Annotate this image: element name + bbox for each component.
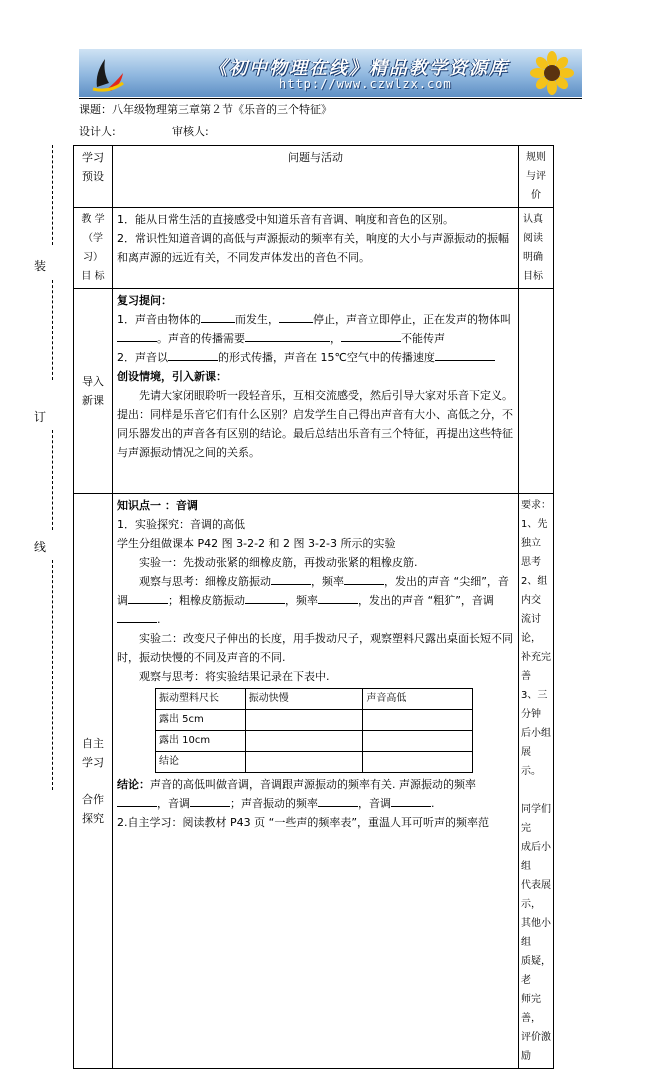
record-cell[interactable] [363,710,473,731]
binding-line [52,280,53,380]
record-row [156,752,473,773]
blank-field[interactable] [117,341,157,342]
blank-field[interactable] [344,584,384,585]
blank-field[interactable] [245,341,330,342]
record-header: 声音高低 [363,689,473,710]
record-row [156,710,473,731]
record-table [155,688,473,773]
binding-mark-3: 线 [34,540,47,554]
record-label: 露出 10cm [156,731,246,752]
designer-label: 设计人: [79,125,116,138]
blank-field[interactable] [117,622,157,623]
binding-line [52,145,53,245]
binding-line [52,560,53,790]
table-row-intro [74,289,554,494]
record-header-row [156,689,473,710]
header-preset: 学习 预设 [74,146,113,208]
goals-eval: 认真阅读 明确目标 [519,208,554,289]
record-label: 结论 [156,752,246,773]
blank-field[interactable] [341,341,401,342]
record-cell[interactable] [363,752,473,773]
knowledge-point-title: 知识点一 ：音调 [117,499,198,512]
record-header: 振动塑料尺长 [156,689,246,710]
binding-mark-1: 装 [34,259,47,273]
blank-field[interactable] [318,603,358,604]
binding-mark-2: 订 [34,410,47,424]
binding-line [52,430,53,530]
record-cell[interactable] [245,752,363,773]
explore-eval: 要求： 1、先独立 思考 2、组内交 流讨论， 补充完善 3、三分钟 后小组展 示。 同学们完 成后小组 代表展示， 其他小组 质疑，老 师完善， 评价激励 [519,494,554,1069]
blank-field[interactable] [279,322,313,323]
observation-2: 观察与思考：将实验结果记录在下表中. [139,670,330,683]
review-question-2: 2．声音以 的形式传播，声音在 15℃空气中的传播速度 [117,348,514,367]
header-activities: 问题与活动 [113,146,519,208]
experiment-title: 1．实验探究：音调的高低 [117,518,245,531]
review-title: 复习提问： [117,294,172,307]
goal-item: 1．能从日常生活的直接感受中知道乐音有音调、响度和音色的区别。 [117,213,454,226]
blank-field[interactable] [391,806,431,807]
blank-field[interactable] [271,584,311,585]
goal-item: 2．常识性知道音调的高低与声源振动的频率有关，响度的大小与声源振动的振幅和离声源的远近有关，不同发声体发出的音色不同。 [117,232,509,264]
reviewer-label: 审核人: [172,125,209,138]
goals-content [113,208,519,289]
record-label: 露出 5cm [156,710,246,731]
record-cell[interactable] [245,731,363,752]
self-study: 2.自主学习：阅读教材 P43 页 “一些声的频率表”，重温人耳可听声的频率范 [117,816,490,829]
blank-field[interactable] [201,322,235,323]
intro-eval [519,289,554,494]
record-row [156,731,473,752]
banner-underline [79,98,582,99]
blank-field[interactable] [128,603,168,604]
site-banner [79,49,582,97]
banner-url[interactable]: http://www.czwlzx.com [279,77,452,91]
blank-field[interactable] [435,360,495,361]
banner-title: 《初中物理在线》精品教学资源库 [209,58,509,79]
explore-content [113,494,519,1069]
header-evaluation: 规则 与评价 [519,146,554,208]
record-header: 振动快慢 [245,689,363,710]
table-header-row [74,146,554,208]
scene-text: 先请大家闭眼聆听一段轻音乐，互相交流感受，然后引导大家对乐音下定义。提出：同样是乐音它们有什么区别？启发学生自己得出声音有大小、高低之分，不同乐器发出的声音各有区别的结论。最后总结出乐音有三个特征，再提出这些特征与声源振动情况之间的关系。 [117,389,513,459]
blank-field[interactable] [318,806,358,807]
sunflower-icon [526,51,578,95]
record-cell[interactable] [363,731,473,752]
experiment-desc: 学生分组做课本 P42 图 3-2-2 和 2 图 3-2-3 所示的实验 [117,537,396,550]
table-row-explore [74,494,554,1069]
blank-field[interactable] [168,360,218,361]
conclusion: 结论：声音的高低叫做音调，音调跟声源振动的频率有关. 声源振动的频率，音调 ；声音振动的频率 ，音调 . [117,778,476,810]
scene-title: 创设情境，引入新课： [117,370,227,383]
goals-label: 教 学 （学习） 目 标 [74,208,113,289]
observation-1: 观察与思考：细橡皮筋振动 ，频率 ，发出的声音 “尖细”，音调 ；粗橡皮筋振动 ，频率 ，发出的声音 “粗犷”，音调. [117,575,509,626]
blank-field[interactable] [117,806,157,807]
intro-label: 导入 新课 [74,289,113,494]
lesson-plan-table [73,145,554,1069]
lesson-topic: 课题：八年级物理第三章第２节《乐音的三个特征》 [79,103,332,116]
blank-field[interactable] [190,806,230,807]
logo-icon [89,53,127,93]
table-row-goals [74,208,554,289]
record-cell[interactable] [245,710,363,731]
blank-field[interactable] [245,603,285,604]
explore-label: 自主 学习 合作 探究 [74,494,113,1069]
experiment-2: 实验二：改变尺子伸出的长度，用手拨动尺子，观察塑料尺露出桌面长短不同时，振动快慢的不同及声音的不同. [117,632,513,664]
experiment-1: 实验一：先拨动张紧的细橡皮筋，再拨动张紧的粗橡皮筋. [139,556,418,569]
review-question-1: 1．声音由物体的 而发生， 停止，声音立即停止，正在发声的物体叫。声音的传播需要 ， 不能传声 [117,313,511,345]
intro-content [113,289,519,494]
